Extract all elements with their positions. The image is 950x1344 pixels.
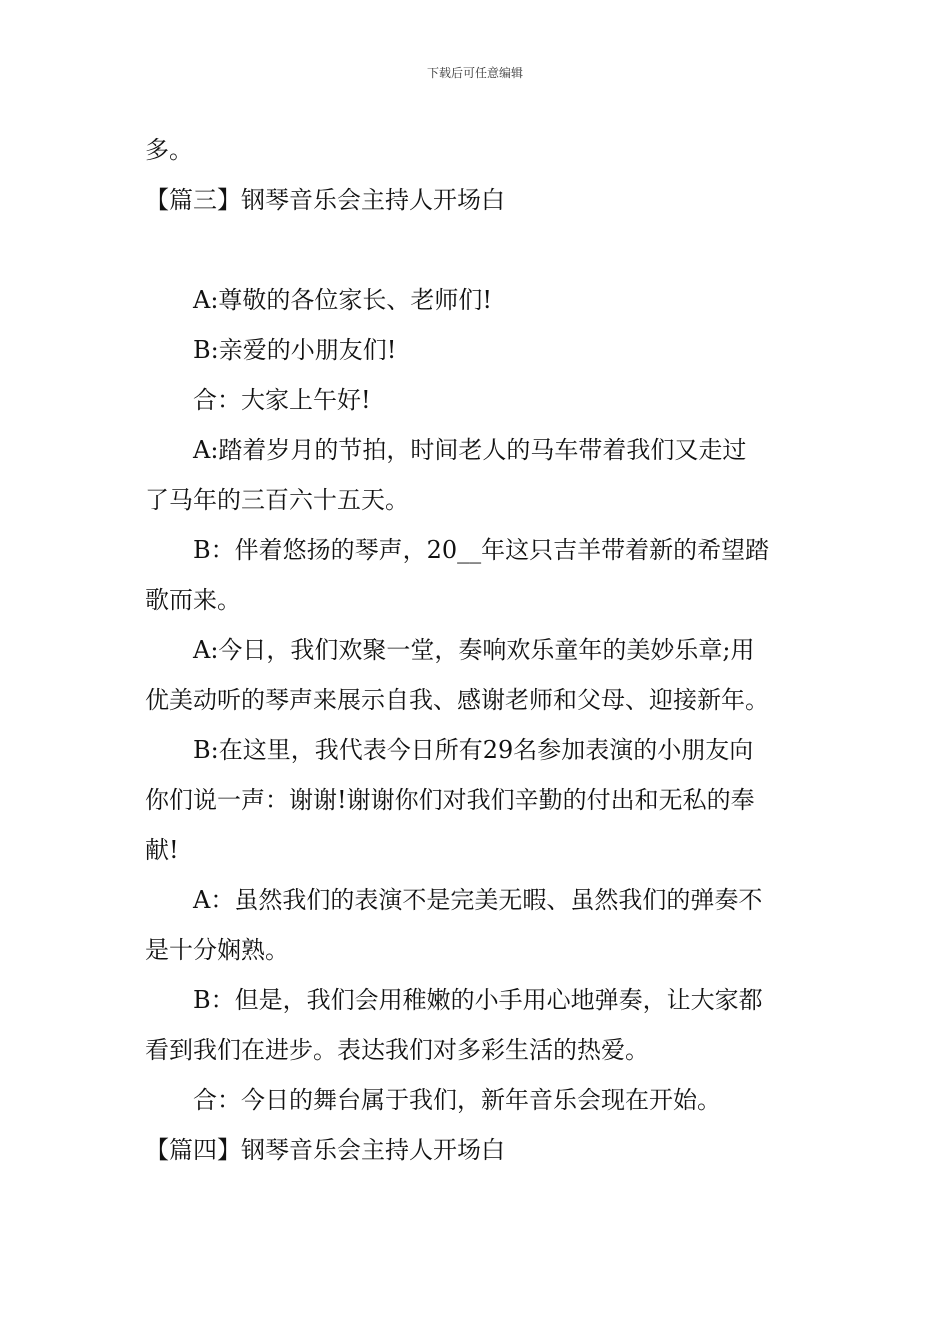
paragraph-line: 是十分娴熟。	[145, 936, 289, 964]
paragraph-line: 合：今日的舞台属于我们，新年音乐会现在开始。	[193, 1086, 721, 1114]
paragraph-line: B：但是，我们会用稚嫩的小手用心地弹奏，让大家都	[193, 986, 763, 1014]
paragraph-line: 献!	[145, 836, 179, 864]
blank-line	[145, 225, 810, 275]
paragraph-line: 看到我们在进步。表达我们对多彩生活的热爱。	[145, 1036, 649, 1064]
document-body	[145, 125, 810, 1175]
paragraph-line: B:在这里，我代表今日所有29名参加表演的小朋友向	[193, 736, 754, 764]
paragraph-line: A:尊敬的各位家长、老师们!	[193, 286, 493, 314]
paragraph-line: A：虽然我们的表演不是完美无暇、虽然我们的弹奏不	[193, 886, 763, 914]
section-heading: 【篇三】钢琴音乐会主持人开场白	[145, 186, 505, 214]
paragraph-line: 了马年的三百六十五天。	[145, 486, 409, 514]
paragraph-line: 多。	[145, 136, 193, 164]
section-heading: 【篇四】钢琴音乐会主持人开场白	[145, 1136, 505, 1164]
paragraph-line: 歌而来。	[145, 586, 241, 614]
page-header: 下载后可任意编辑	[426, 66, 523, 80]
paragraph-line: A:踏着岁月的节拍，时间老人的马车带着我们又走过	[193, 436, 747, 464]
paragraph-line: 优美动听的琴声来展示自我、感谢老师和父母、迎接新年。	[145, 686, 769, 714]
paragraph-line: 合：大家上午好!	[193, 386, 371, 414]
paragraph-line: B：伴着悠扬的琴声，20__年这只吉羊带着新的希望踏	[193, 536, 770, 564]
paragraph-line: 你们说一声：谢谢!谢谢你们对我们辛勤的付出和无私的奉	[145, 786, 755, 814]
paragraph-line: B:亲爱的小朋友们!	[193, 336, 397, 364]
paragraph-line: A:今日，我们欢聚一堂，奏响欢乐童年的美妙乐章;用	[193, 636, 755, 664]
